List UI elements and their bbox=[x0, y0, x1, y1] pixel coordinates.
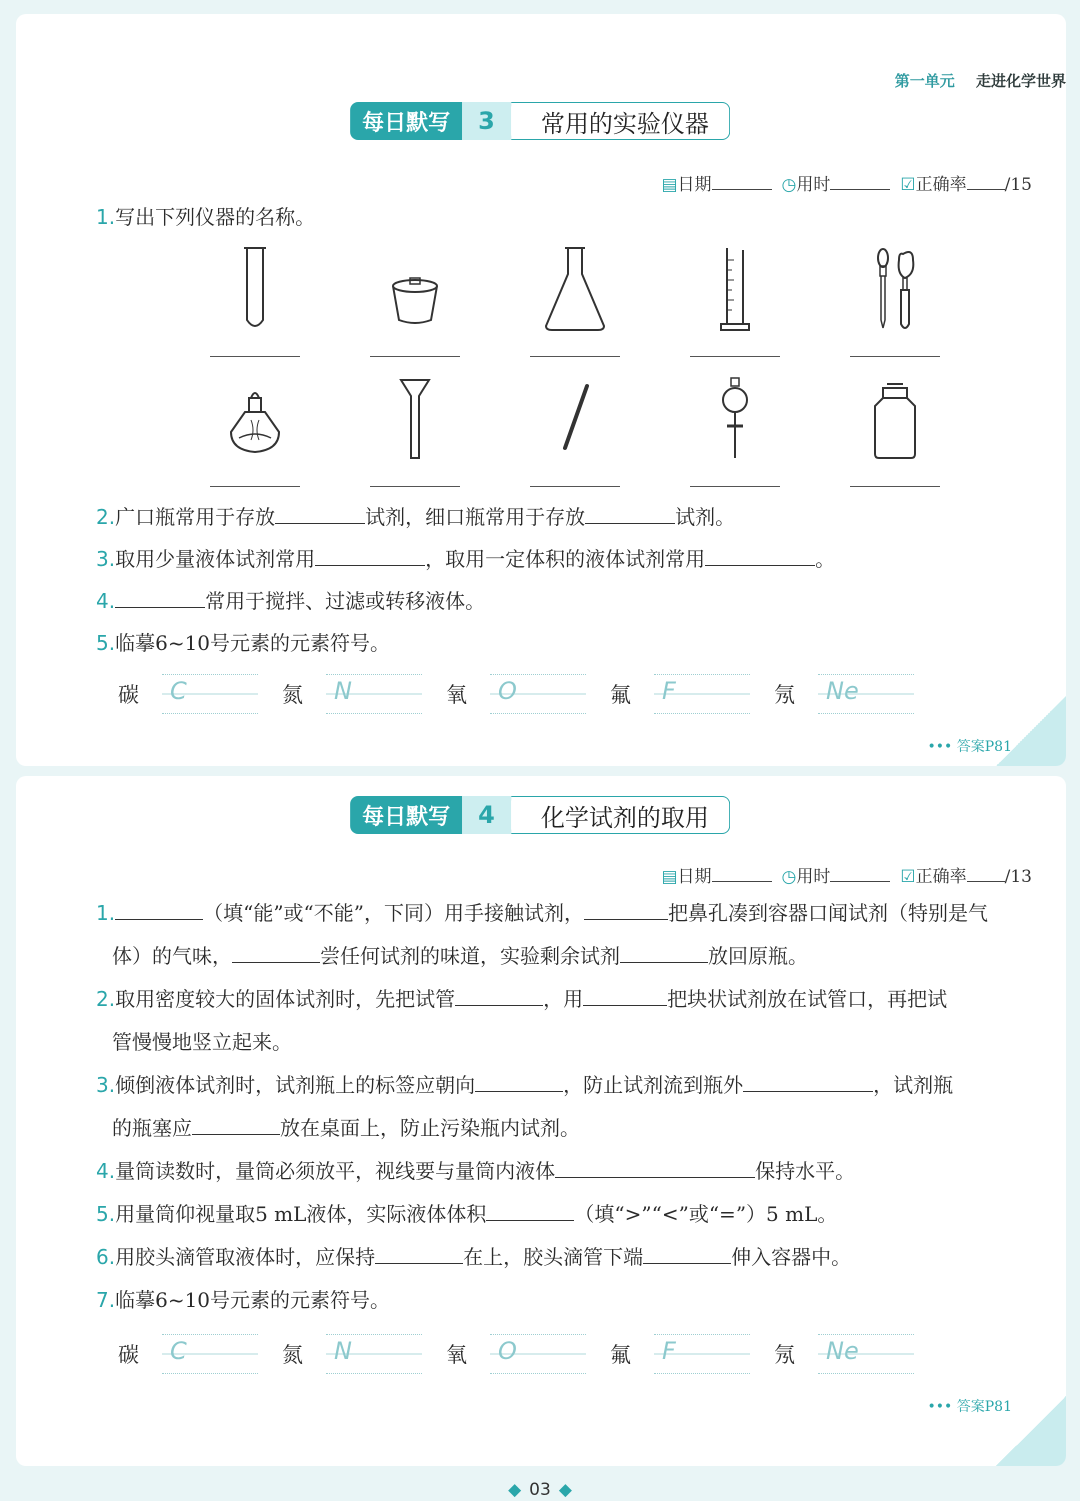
trace-box[interactable]: F bbox=[654, 1334, 750, 1374]
instrument-row-1 bbox=[175, 244, 975, 357]
instrument-cell bbox=[175, 374, 335, 487]
funnel-icon bbox=[395, 374, 435, 464]
trace-box[interactable]: F bbox=[654, 674, 750, 714]
trace-box[interactable]: C bbox=[162, 674, 258, 714]
answer-blank[interactable] bbox=[475, 1069, 563, 1092]
clock-icon: ◷ bbox=[781, 175, 797, 195]
page-number: ◆ 03 ◆ bbox=[508, 1480, 572, 1500]
answer-blank[interactable] bbox=[275, 501, 365, 524]
question-4-5: 5.用量筒仰视量取5 mL液体，实际液体体积 （填“>”“<”或“=”）5 mL。 bbox=[96, 1193, 1030, 1236]
element-trace-neon: 氖 Ne bbox=[774, 1334, 914, 1374]
unit-label: 第一单元 bbox=[894, 72, 955, 90]
answer-blank[interactable] bbox=[690, 486, 780, 487]
element-trace-nitrogen: 氮 N bbox=[282, 674, 422, 714]
answer-blank[interactable] bbox=[370, 356, 460, 357]
answer-blank[interactable] bbox=[370, 486, 460, 487]
instrument-cell bbox=[815, 244, 975, 357]
element-trace-nitrogen: 氮 N bbox=[282, 1334, 422, 1374]
answer-blank[interactable] bbox=[583, 983, 667, 1006]
section-heading: 常用的实验仪器 bbox=[511, 102, 730, 140]
answer-blank[interactable] bbox=[743, 1069, 873, 1092]
question-3-1: 1.写出下列仪器的名称。 bbox=[96, 205, 316, 229]
question-4-1-cont: 体）的气味， 尝任何试剂的味道，实验剩余试剂 放回原瓶。 bbox=[112, 935, 1030, 978]
trace-box[interactable]: Ne bbox=[818, 1334, 914, 1374]
answer-blank[interactable] bbox=[530, 356, 620, 357]
section-tag: 每日默写 bbox=[350, 796, 462, 834]
question-3-3: 3.取用少量液体试剂常用 ，取用一定体积的液体试剂常用 。 bbox=[96, 538, 1030, 581]
answer-blank[interactable] bbox=[555, 1155, 755, 1178]
trace-box[interactable]: N bbox=[326, 674, 422, 714]
element-trace-fluorine: 氟 F bbox=[610, 1334, 750, 1374]
check-circle-icon: ☑ bbox=[900, 175, 916, 195]
accuracy-field: ☑正确率 /15 bbox=[900, 170, 1032, 195]
time-field: ◷用时 bbox=[782, 170, 891, 195]
element-trace-oxygen: 氧 O bbox=[446, 674, 586, 714]
date-field: ▤日期 bbox=[661, 170, 771, 195]
answer-blank[interactable] bbox=[115, 585, 205, 608]
check-circle-icon: ☑ bbox=[900, 867, 916, 887]
question-4-2: 2.取用密度较大的固体试剂时，先把试管 ，用 把块状试剂放在试管口，再把试 bbox=[96, 978, 1030, 1021]
element-trace-neon: 氖 Ne bbox=[774, 674, 914, 714]
accuracy-blank[interactable] bbox=[967, 863, 1005, 882]
answer-reference-3[interactable]: ••• 答案P81 bbox=[927, 739, 1012, 755]
answer-blank[interactable] bbox=[192, 1112, 280, 1135]
question-3-4: 4. 常用于搅拌、过滤或转移液体。 bbox=[96, 580, 1030, 623]
element-trace-carbon: 碳 C bbox=[118, 1334, 258, 1374]
glass-rod-icon bbox=[555, 374, 595, 464]
trace-box[interactable]: O bbox=[490, 1334, 586, 1374]
accuracy-blank[interactable] bbox=[967, 171, 1005, 190]
answer-reference-4[interactable]: ••• 答案P81 bbox=[927, 1399, 1012, 1415]
section-tag: 每日默写 bbox=[350, 102, 462, 140]
answer-blank[interactable] bbox=[643, 1241, 731, 1264]
dots-icon: ••• bbox=[927, 1399, 953, 1415]
instrument-row-2 bbox=[175, 374, 975, 487]
trace-box[interactable]: Ne bbox=[818, 674, 914, 714]
trace-box[interactable]: N bbox=[326, 1334, 422, 1374]
date-field: ▤日期 bbox=[661, 862, 771, 887]
question-3-5: 5.临摹6~10号元素的元素符号。 bbox=[96, 631, 391, 655]
instrument-cell bbox=[815, 374, 975, 487]
accuracy-field: ☑正确率 /13 bbox=[900, 862, 1032, 887]
test-tube-icon bbox=[235, 244, 275, 334]
answer-blank[interactable] bbox=[850, 486, 940, 487]
diamond-icon: ◆ bbox=[558, 1480, 572, 1500]
instrument-cell bbox=[335, 244, 495, 357]
answer-blank[interactable] bbox=[585, 501, 675, 524]
instrument-cell bbox=[175, 244, 335, 357]
answer-blank[interactable] bbox=[232, 940, 320, 963]
clock-icon: ◷ bbox=[781, 867, 797, 887]
element-tracing-row-3 bbox=[118, 674, 938, 714]
instrument-cell bbox=[495, 244, 655, 357]
element-trace-fluorine: 氟 F bbox=[610, 674, 750, 714]
question-3-2: 2.广口瓶常用于存放 试剂，细口瓶常用于存放 试剂。 bbox=[96, 496, 1030, 539]
calendar-icon: ▤ bbox=[661, 867, 678, 887]
alcohol-lamp-icon bbox=[225, 374, 285, 464]
answer-blank[interactable] bbox=[455, 983, 543, 1006]
instrument-cell bbox=[335, 374, 495, 487]
answer-blank[interactable] bbox=[210, 486, 300, 487]
answer-blank[interactable] bbox=[705, 543, 815, 566]
trace-box[interactable]: C bbox=[162, 1334, 258, 1374]
answer-blank[interactable] bbox=[620, 940, 708, 963]
section-number: 3 bbox=[462, 102, 511, 140]
meta-row-3 bbox=[661, 170, 1032, 195]
time-blank[interactable] bbox=[830, 171, 890, 190]
unit-title: 走进化学世界 bbox=[975, 72, 1066, 90]
answer-blank[interactable] bbox=[115, 897, 203, 920]
calendar-icon: ▤ bbox=[661, 175, 678, 195]
meta-row-4 bbox=[661, 862, 1032, 887]
question-4-7: 7.临摹6~10号元素的元素符号。 bbox=[96, 1288, 391, 1312]
answer-blank[interactable] bbox=[375, 1241, 463, 1264]
question-4-6: 6.用胶头滴管取液体时，应保持 在上，胶头滴管下端 伸入容器中。 bbox=[96, 1236, 1030, 1279]
instrument-cell bbox=[655, 244, 815, 357]
question-4-3: 3.倾倒液体试剂时，试剂瓶上的标签应朝向 ，防止试剂流到瓶外 ，试剂瓶 bbox=[96, 1064, 1030, 1107]
graduated-cylinder-icon bbox=[715, 244, 755, 334]
question-4-2-cont: 管慢慢地竖立起来。 bbox=[112, 1030, 292, 1054]
answer-blank[interactable] bbox=[210, 356, 300, 357]
wide-mouth-bottle-icon bbox=[865, 374, 925, 464]
element-tracing-row-4 bbox=[118, 1334, 938, 1374]
answer-blank[interactable] bbox=[690, 356, 780, 357]
unit-header bbox=[895, 70, 1066, 91]
section-heading: 化学试剂的取用 bbox=[511, 796, 730, 834]
date-blank[interactable] bbox=[712, 863, 772, 882]
question-4-3-cont: 的瓶塞应 放在桌面上，防止污染瓶内试剂。 bbox=[112, 1107, 1030, 1150]
question-4-1: 1. （填“能”或“不能”，下同）用手接触试剂， 把鼻孔凑到容器口闻试剂（特别是气 bbox=[96, 892, 1030, 935]
element-trace-oxygen: 氧 O bbox=[446, 1334, 586, 1374]
instrument-cell bbox=[655, 374, 815, 487]
section-number: 4 bbox=[462, 796, 511, 834]
dots-icon: ••• bbox=[927, 739, 953, 755]
answer-blank[interactable] bbox=[584, 897, 668, 920]
trace-box[interactable]: O bbox=[490, 674, 586, 714]
separatory-funnel-icon bbox=[715, 374, 755, 464]
conical-flask-icon bbox=[540, 244, 610, 334]
element-trace-carbon: 碳 C bbox=[118, 674, 258, 714]
date-blank[interactable] bbox=[712, 171, 772, 190]
answer-blank[interactable] bbox=[850, 356, 940, 357]
dropper-and-brush-icon bbox=[865, 244, 925, 334]
question-4-4: 4.量筒读数时，量筒必须放平，视线要与量筒内液体 保持水平。 bbox=[96, 1150, 1030, 1193]
time-field: ◷用时 bbox=[782, 862, 891, 887]
section-title-4 bbox=[350, 796, 730, 834]
diamond-icon: ◆ bbox=[508, 1480, 522, 1500]
answer-blank[interactable] bbox=[530, 486, 620, 487]
time-blank[interactable] bbox=[830, 863, 890, 882]
answer-blank[interactable] bbox=[315, 543, 425, 566]
answer-blank[interactable] bbox=[486, 1198, 574, 1221]
instrument-cell bbox=[495, 374, 655, 487]
section-title-3 bbox=[350, 102, 730, 140]
crucible-icon bbox=[385, 244, 445, 334]
